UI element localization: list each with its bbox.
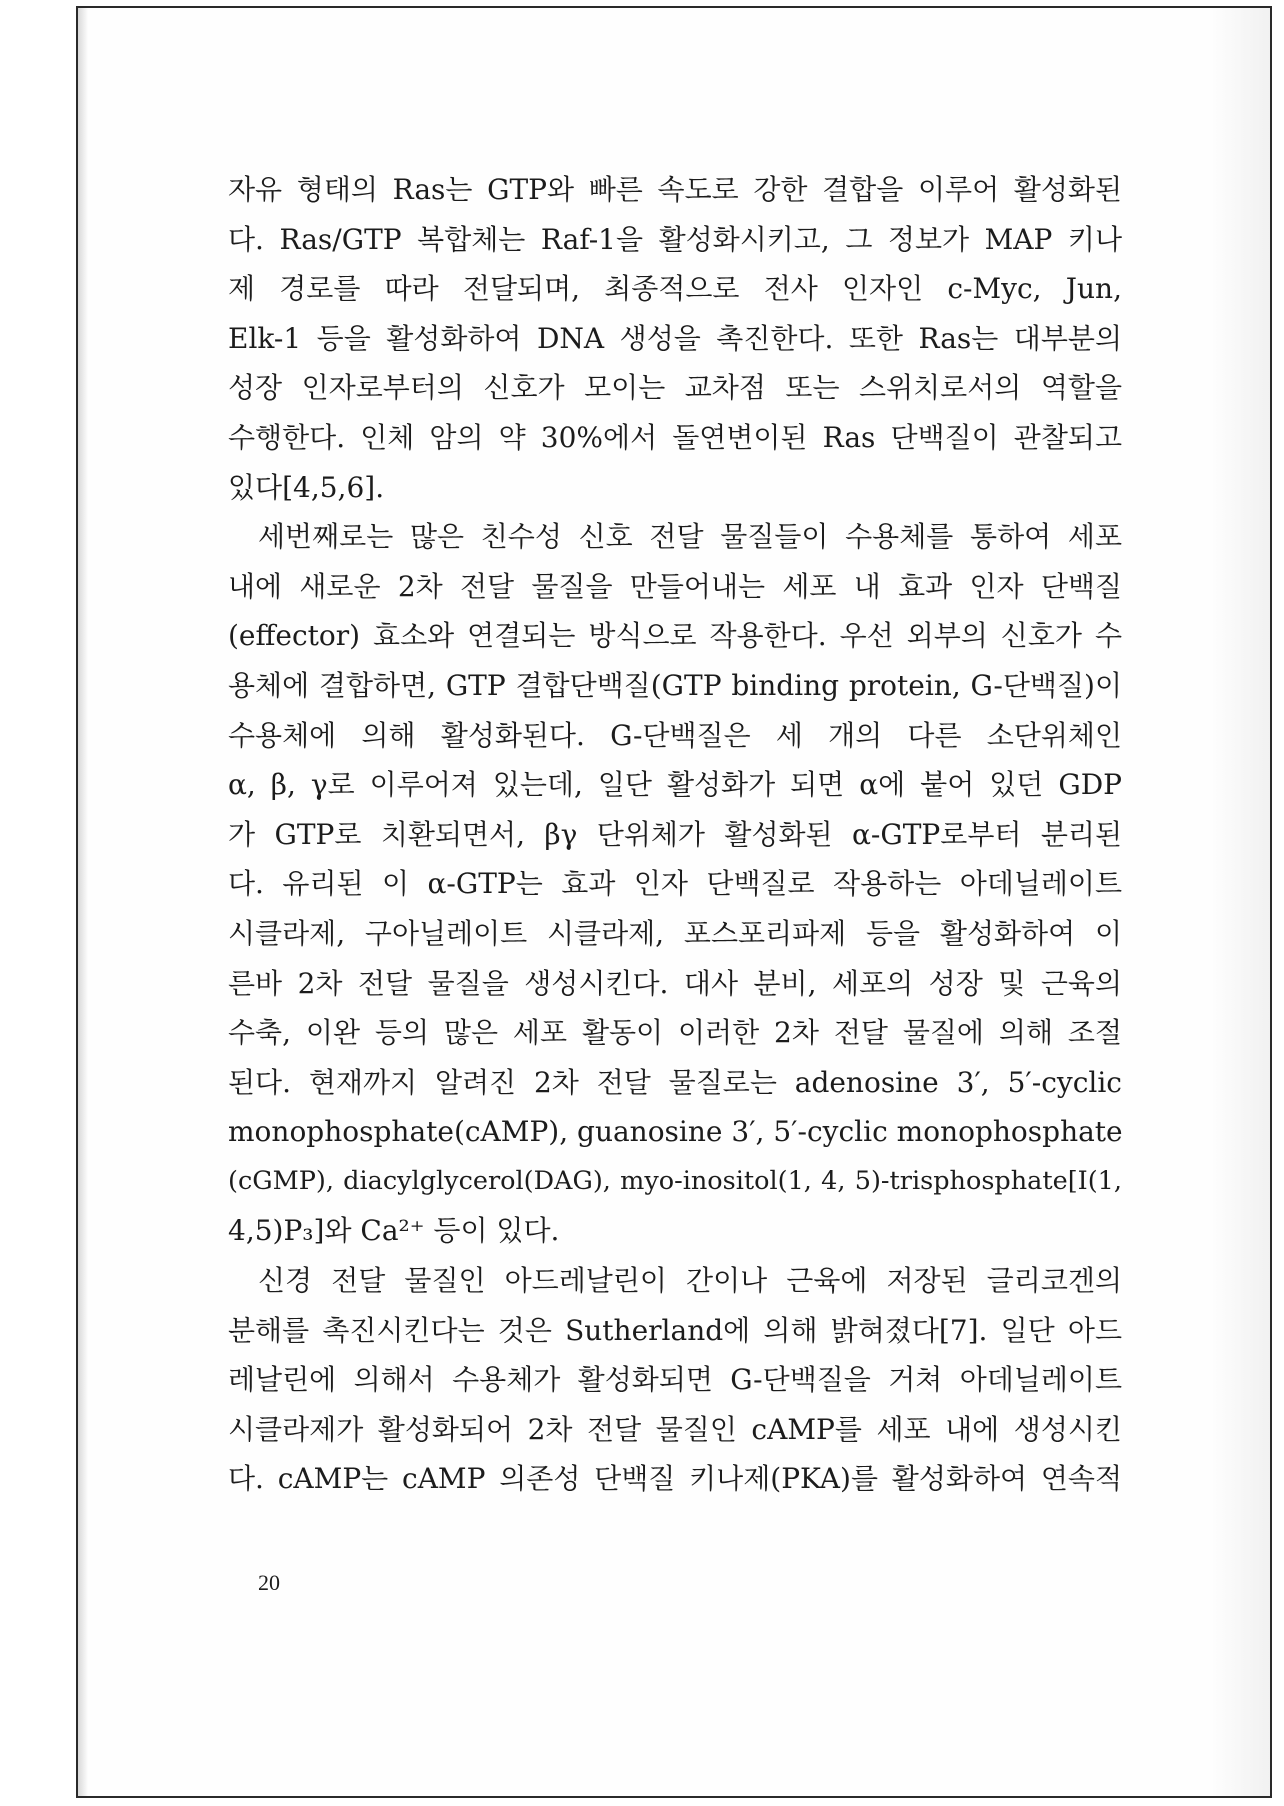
text-line: 제 경로를 따라 전달되며, 최종적으로 전사 인자인 c-Myc, Jun, <box>228 272 1122 306</box>
text-line: 신경 전달 물질인 아드레날린이 간이나 근육에 저장된 글리코겐의 <box>258 1264 1122 1298</box>
body-text <box>228 165 1122 1504</box>
text-line: Elk-1 등을 활성화하여 DNA 생성을 촉진한다. 또한 Ras는 대부분의 <box>228 321 1122 355</box>
text-line: 시클라제, 구아닐레이트 시클라제, 포스포리파제 등을 활성화하여 이 <box>228 916 1122 950</box>
paragraph-ras <box>228 165 1122 512</box>
text-line: 다. 유리된 이 α-GTP는 효과 인자 단백질로 작용하는 아데닐레이트 <box>228 867 1122 901</box>
page-edge-shadow <box>1210 8 1270 1796</box>
paragraph-adrenaline <box>228 1256 1122 1504</box>
text-line: 된다. 현재까지 알려진 2차 전달 물질로는 adenosine 3′, 5′-cyclic <box>228 1065 1122 1099</box>
text-line: 다. cAMP는 cAMP 의존성 단백질 키나제(PKA)를 활성화하여 연속적 <box>228 1462 1122 1496</box>
text-line: 른바 2차 전달 물질을 생성시킨다. 대사 분비, 세포의 성장 및 근육의 <box>228 966 1122 1000</box>
text-line: 가 GTP로 치환되면서, βγ 단위체가 활성화된 α-GTP로부터 분리된 <box>228 817 1122 851</box>
text-line: 다. Ras/GTP 복합체는 Raf-1을 활성화시키고, 그 정보가 MAP 키나 <box>228 222 1122 256</box>
text-line: 수행한다. 인체 암의 약 30%에서 돌연변이된 Ras 단백질이 관찰되고 <box>228 420 1122 454</box>
text-line: 레날린에 의해서 수용체가 활성화되면 G-단백질을 거쳐 아데닐레이트 <box>228 1363 1122 1397</box>
page-gutter-shadow <box>78 8 88 1796</box>
paragraph-second-messenger <box>228 512 1122 1256</box>
text-line: 용체에 결합하면, GTP 결합단백질(GTP binding protein, G-단백질)이 <box>228 668 1122 702</box>
text-line: 자유 형태의 Ras는 GTP와 빠른 속도로 강한 결합을 이루어 활성화된 <box>228 173 1122 206</box>
text-line: monophosphate(cAMP), guanosine 3′, 5′-cyclic monophosphate <box>228 1115 1123 1149</box>
text-line: 성장 인자로부터의 신호가 모이는 교차점 또는 스위치로서의 역할을 <box>228 371 1122 405</box>
text-line: 분해를 촉진시킨다는 것은 Sutherland에 의해 밝혀졌다[7]. 일단 아드 <box>228 1313 1122 1347</box>
text-line: 세번째로는 많은 친수성 신호 전달 물질들이 수용체를 통하여 세포 <box>258 520 1122 554</box>
text-line: 수용체에 의해 활성화된다. G-단백질은 세 개의 다른 소단위체인 <box>228 718 1122 752</box>
text-line: 있다[4,5,6]. <box>228 470 385 504</box>
text-line: (effector) 효소와 연결되는 방식으로 작용한다. 우선 외부의 신호가 수 <box>228 619 1122 653</box>
text-line: (cGMP), diacylglycerol(DAG), myo-inositol(1, 4, 5)-trisphosphate[I(1, <box>228 1165 1122 1196</box>
page-number: 20 <box>258 1570 280 1595</box>
text-line: 4,5)P₃]와 Ca²⁺ 등이 있다. <box>228 1214 560 1248</box>
text-line: 시클라제가 활성화되어 2차 전달 물질인 cAMP를 세포 내에 생성시킨 <box>228 1412 1122 1446</box>
text-line: 수축, 이완 등의 많은 세포 활동이 이러한 2차 전달 물질에 의해 조절 <box>228 1016 1122 1050</box>
text-line: 내에 새로운 2차 전달 물질을 만들어내는 세포 내 효과 인자 단백질 <box>228 569 1122 603</box>
text-line: α, β, γ로 이루어져 있는데, 일단 활성화가 되면 α에 붙어 있던 GDP <box>228 768 1122 802</box>
